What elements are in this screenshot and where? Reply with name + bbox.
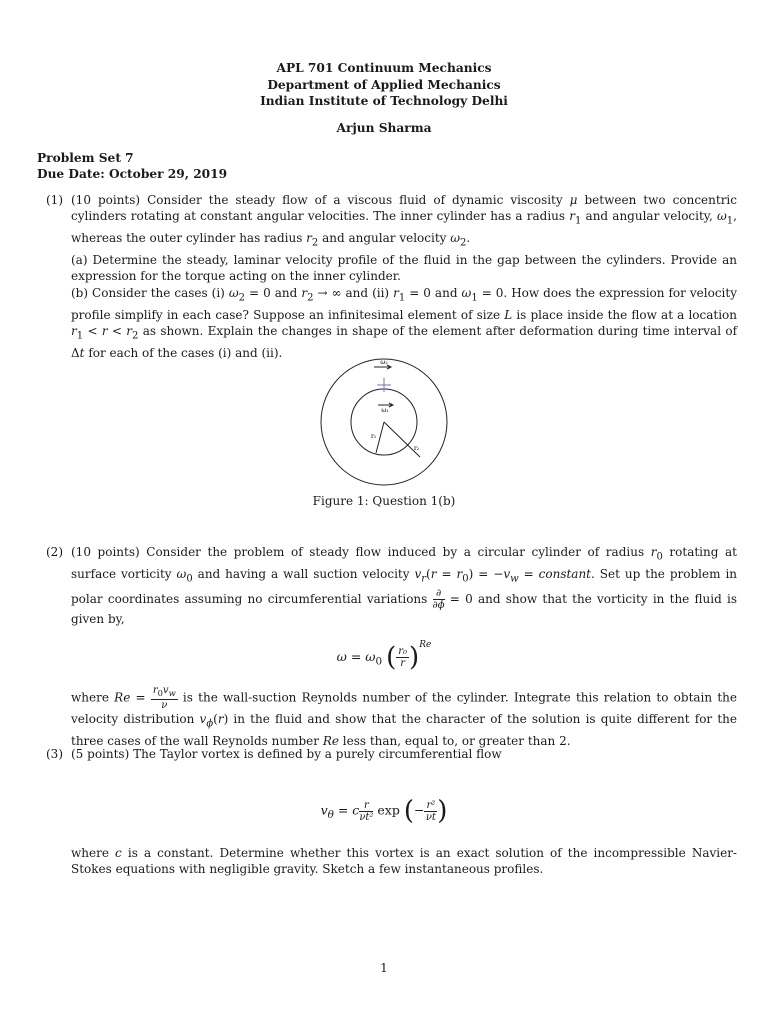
vorticity-lhs: ω = ω xyxy=(336,649,376,664)
problem-1-number: (1) xyxy=(46,193,63,207)
problem-set-title: Problem Set 7 xyxy=(37,151,134,165)
problem-2 xyxy=(37,544,737,627)
problem-3 xyxy=(37,746,737,762)
taylor-vortex-equation: $v_\theta = c$ $\frac{r}{\text{νt²}}$ exp (− $\frac{\text{r²}}{\nu t}$ ) xyxy=(320,796,448,826)
vorticity-frac-den: r xyxy=(400,658,406,669)
problem-2-number: (2) xyxy=(46,545,63,559)
taylor-eq: = c xyxy=(333,802,360,818)
problem-2-text: (10 points) Consider the problem of steady flow induced by a circular cylinder of radius $r_0$ rotating at surface vorticity $\omega_0$ and having a wall suction velocity $v_r(r = r_0) = -v_w$ = constant. Set up the problem in polar coordinates assuming no circumferential variations $\frac{\partial}{\partial\phi}$ = 0 and show that the vorticity in the fluid is given by, xyxy=(71,545,738,626)
omega1-label: ω₁ xyxy=(381,407,389,414)
problem-3-number: (3) xyxy=(46,747,63,761)
department-name: Department of Applied Mechanics xyxy=(267,77,501,92)
vorticity-frac-num: r₀ xyxy=(398,646,408,657)
document-header xyxy=(0,60,768,110)
problem-3-continued xyxy=(37,845,737,878)
taylor-exp-fn: exp xyxy=(377,802,400,818)
concentric-cylinders-figure xyxy=(318,356,450,488)
r1-label: r₁ xyxy=(371,433,377,440)
vorticity-exponent: Re xyxy=(419,640,432,650)
taylor-lhs-sub: θ xyxy=(327,809,334,821)
figure-1-caption: Figure 1: Question 1(b) xyxy=(312,494,456,508)
author-name: Arjun Sharma xyxy=(336,121,432,135)
radius-r1-line xyxy=(376,422,384,453)
taylor-frac2-den: νt xyxy=(425,811,436,823)
problem-3-text-continued: where c is a constant. Determine whether this vortex is an exact solution of the incompressible Navier-Stokes equations with negligible gravity. Sketch a few instantaneous profiles. xyxy=(71,846,737,877)
course-title: APL 701 Continuum Mechanics xyxy=(276,61,492,75)
problem-2-continued xyxy=(37,685,737,749)
page-number: 1 xyxy=(380,961,388,975)
problem-3-text: (5 points) The Taylor vortex is defined by a purely circumferential flow xyxy=(71,747,502,761)
r2-label: r₂ xyxy=(414,445,420,452)
due-date: Due Date: October 29, 2019 xyxy=(37,167,228,181)
taylor-frac1-num: r xyxy=(363,799,369,811)
omega2-label: ω₂ xyxy=(380,359,388,366)
vorticity-lhs-sub: 0 xyxy=(375,655,383,668)
vorticity-equation: $\omega = \omega_0$ ( $\frac{\text{r₀}}{r}$ )$^{Re}$ xyxy=(336,640,432,673)
taylor-frac1-den: νt² xyxy=(359,811,374,823)
taylor-lhs: v xyxy=(320,802,328,818)
problem-1 xyxy=(37,192,737,361)
institute-name: Indian Institute of Technology Delhi xyxy=(260,94,508,108)
problem-set-info xyxy=(37,150,227,182)
taylor-frac2-num: r² xyxy=(426,799,436,811)
problem-2-text-continued: where Re = $\frac{r_0v_w}{\nu}$ is the wall-suction Reynolds number of the cylinder. Integrate this relation to obtain the velocity distribution $v_\phi(r)$ in the fluid and show that the character of the solution is quite different for the three cases of the wall Reynolds number Re less than, equal to, or greater than 2. xyxy=(71,685,737,748)
problem-1-text: (10 points) Consider the steady flow of a viscous fluid of dynamic viscosity μ between two concentric cylinders rotating at constant angular velocities. The inner cylinder has a radius $r_1$ and angular velocity, $\omega_1$, whereas the outer cylinder has radius $r_2$ and angular velocity $\omega_2$. (a) Determine the steady, laminar velocity profile of the fluid in the gap between the cylinders. Provide an expression for the torque acting on the inner cylinder. (b) Consider the cases (i) $\omega_2 = 0$ and $r_2$ → ∞ and (ii) $r_1 = 0$ and $\omega_1 = 0$. How does the expression for velocity profile simplify in each case? Suppose an infinitesimal element of size L is place inside the flow at a location $r_1 < r < r_2$ as shown. Explain the changes in shape of the element after deformation during time interval of Δt for each of the cases (i) and (ii). xyxy=(71,193,738,360)
